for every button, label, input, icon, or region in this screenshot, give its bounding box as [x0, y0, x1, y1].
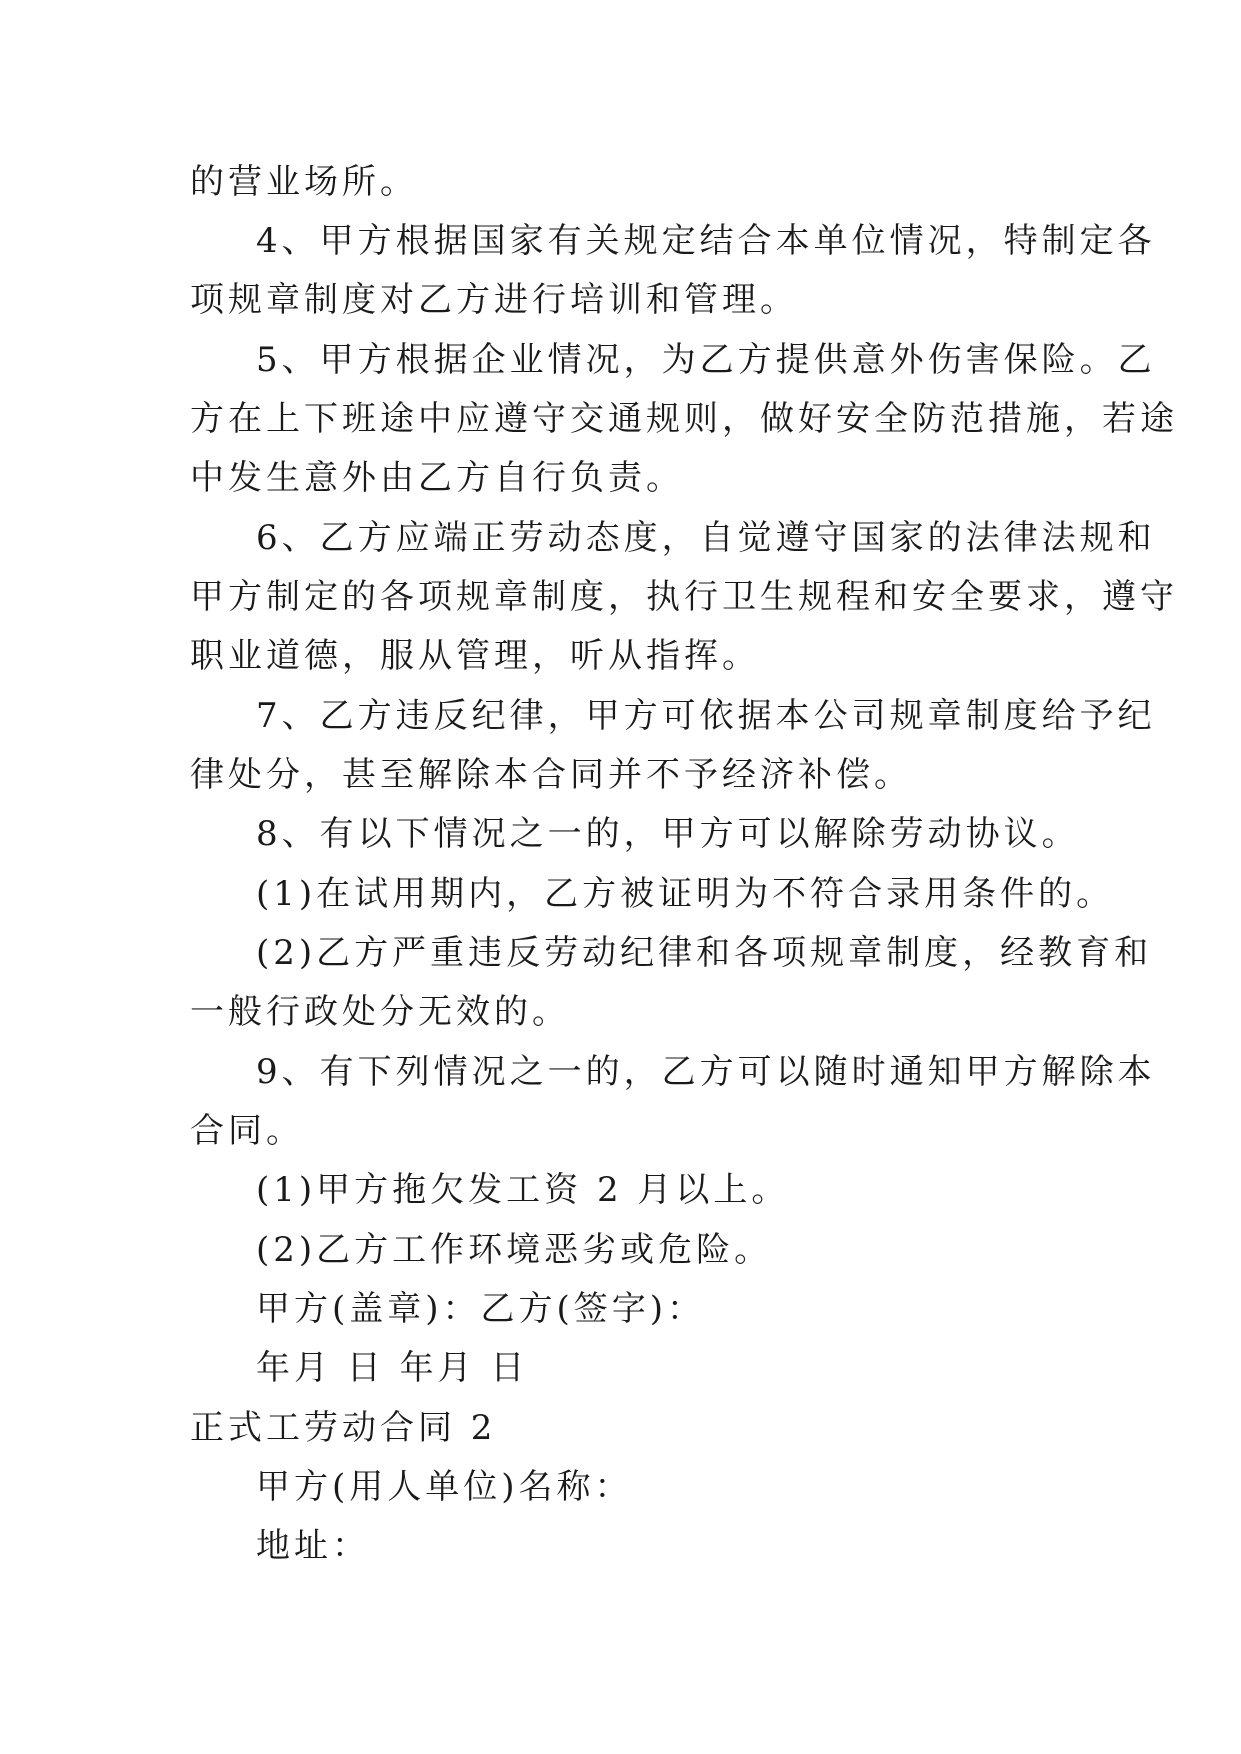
text-line: 一般行政处分无效的。 [190, 992, 570, 1032]
text-line: 8、有以下情况之一的，甲方可以解除劳动协议。 [256, 814, 1080, 854]
text-line: 9、有下列情况之一的，乙方可以随时通知甲方解除本 [256, 1052, 1156, 1092]
text-line: (1)甲方拖欠发工资 2 月以上。 [256, 1170, 790, 1210]
text-line: 律处分，甚至解除本合同并不予经济补偿。 [190, 755, 912, 795]
section-heading: 正式工劳动合同 2 [190, 1408, 497, 1448]
text-line: 甲方(盖章)：乙方(签字)： [256, 1289, 706, 1329]
text-line: (2)乙方工作环境恶劣或危险。 [256, 1230, 773, 1270]
text-line: 中发生意外由乙方自行负责。 [190, 458, 684, 498]
text-line: 合同。 [190, 1111, 304, 1151]
text-line: 5、甲方根据企业情况，为乙方提供意外伤害保险。乙 [256, 340, 1156, 380]
text-line: 年月 日 年月 日 [256, 1348, 529, 1388]
text-line: 6、乙方应端正劳动态度，自觉遵守国家的法律法规和 [256, 518, 1156, 558]
text-line: 4、甲方根据国家有关规定结合本单位情况，特制定各 [256, 221, 1156, 261]
text-line: (1)在试用期内，乙方被证明为不符合录用条件的。 [256, 874, 1115, 914]
text-line: 地址： [256, 1526, 370, 1566]
text-line: 7、乙方违反纪律，甲方可依据本公司规章制度给予纪 [256, 696, 1156, 736]
text-line: 项规章制度对乙方进行培训和管理。 [190, 280, 798, 320]
text-line: 方在上下班途中应遵守交通规则，做好安全防范措施，若途 [190, 399, 1178, 439]
text-line: (2)乙方严重违反劳动纪律和各项规章制度，经教育和 [256, 933, 1153, 973]
text-line: 职业道德，服从管理，听从指挥。 [190, 636, 760, 676]
text-line: 甲方制定的各项规章制度，执行卫生规程和安全要求，遵守 [190, 577, 1178, 617]
text-line: 的营业场所。 [190, 162, 418, 202]
text-line: 甲方(用人单位)名称： [256, 1467, 633, 1507]
